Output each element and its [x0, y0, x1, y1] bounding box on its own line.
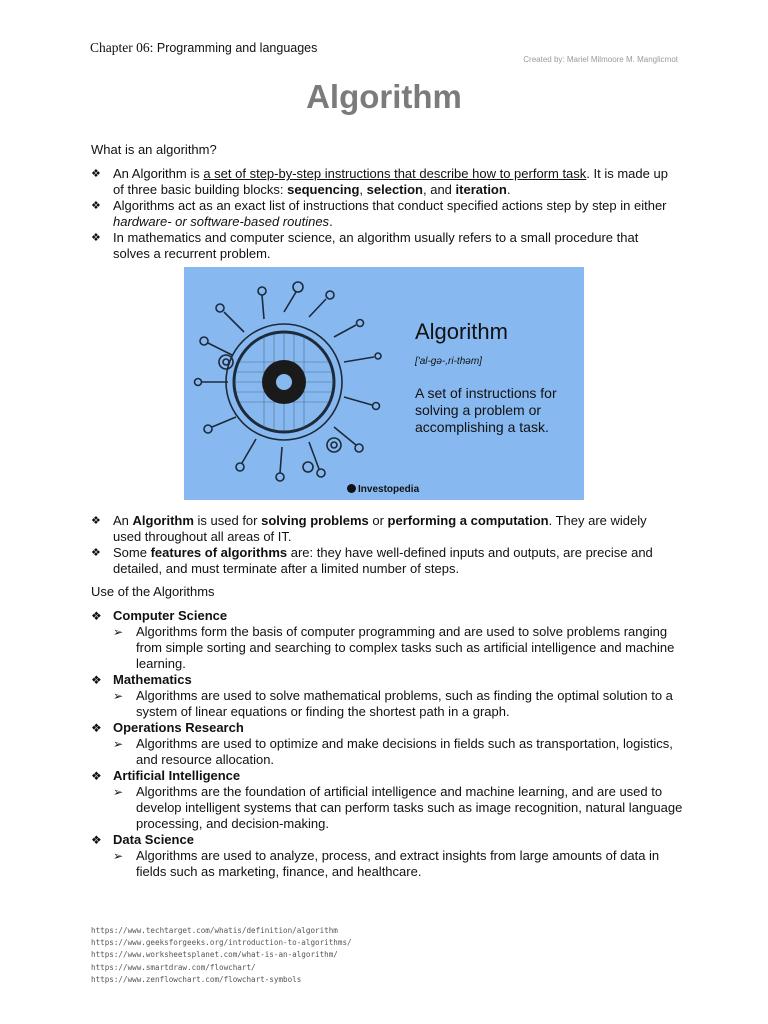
- reference-list: [91, 925, 352, 986]
- algorithm-illustration: [184, 267, 584, 500]
- list-item: ❖ Algorithms act as an exact list of instructions that conduct specified actions step by step in either hardware- or software-based routines.: [91, 198, 667, 229]
- reference-link[interactable]: https://www.zenflowchart.com/flowchart-symbols: [91, 974, 302, 984]
- chapter-header: [90, 40, 317, 56]
- use-description: ➢ Algorithms are the foundation of artificial intelligence and machine learning, and are used to develop intelligent systems that can perform tasks such as image recognition, natural language processing, and decision-making.: [113, 784, 683, 831]
- diamond-bullet-icon: ❖: [91, 833, 102, 847]
- diamond-bullet-icon: ❖: [91, 721, 102, 735]
- arrow-bullet-icon: ➢: [113, 689, 124, 703]
- arrow-bullet-icon: ➢: [113, 849, 124, 863]
- use-category: ❖ Computer Science: [91, 608, 228, 623]
- author-credit: Created by: Mariel Milmoore M. Manglicmot: [523, 55, 678, 64]
- page-title: Algorithm: [306, 78, 462, 115]
- figure-pronunciation: ['al-gə-,ri-thəm]: [415, 356, 482, 367]
- uses-list: [91, 608, 691, 880]
- use-description: ➢ Algorithms are used to optimize and make decisions in fields such as transportation, logistics, and resource allocation.: [113, 736, 673, 767]
- use-description: ➢ Algorithms are used to analyze, process, and extract insights from large amounts of data in fields such as marketing, finance, and healthcare.: [113, 848, 660, 879]
- diamond-bullet-icon: ❖: [91, 200, 101, 212]
- list-item: ❖ Some features of algorithms are: they have well-defined inputs and outputs, are precise and detailed, and must terminate after a limited number of steps.: [91, 545, 653, 576]
- use-category: ❖ Data Science: [91, 832, 194, 847]
- figure-brand: Investopedia: [347, 484, 419, 495]
- arrow-bullet-icon: ➢: [113, 625, 124, 639]
- use-category: ❖ Operations Research: [91, 720, 244, 735]
- more-bullet-list: [91, 513, 671, 577]
- use-description: ➢ Algorithms form the basis of computer programming and are used to solve problems ranging from simple sorting and searching to complex tasks such as artificial intelligence and machine learning.: [113, 624, 675, 671]
- definition-text: a set of step-by-step instructions that describe how to perform task: [203, 166, 587, 181]
- reference-link[interactable]: https://www.smartdraw.com/flowchart/: [91, 962, 256, 972]
- arrow-bullet-icon: ➢: [113, 785, 124, 799]
- intro-bullet-list: [91, 166, 671, 262]
- figure-description: A set of instructions for solving a problem or accomplishing a task.: [415, 385, 557, 435]
- list-item: ❖ An Algorithm is used for solving problems or performing a computation. They are widely used throughout all areas of IT.: [91, 513, 647, 544]
- use-description: ➢ Algorithms are used to solve mathematical problems, such as finding the optimal solution to a system of linear equations or finding the shortest path in a graph.: [113, 688, 673, 719]
- intro-question: What is an algorithm?: [91, 142, 217, 157]
- reference-link[interactable]: https://www.geeksforgeeks.org/introduction-to-algorithms/: [91, 938, 352, 948]
- list-item: ❖ An Algorithm is a set of step-by-step instructions that describe how to perform task. It is made up of three basic building blocks: sequencing, selection, and iteration.: [91, 166, 668, 197]
- diamond-bullet-icon: ❖: [91, 609, 102, 623]
- diamond-bullet-icon: ❖: [91, 769, 102, 783]
- circuit-gear-icon: [184, 267, 584, 500]
- diamond-bullet-icon: ❖: [91, 515, 101, 527]
- use-category: ❖ Mathematics: [91, 672, 192, 687]
- figure-title: Algorithm: [415, 319, 508, 344]
- diamond-bullet-icon: ❖: [91, 168, 101, 180]
- diamond-bullet-icon: ❖: [91, 673, 102, 687]
- reference-link[interactable]: https://www.techtarget.com/whatis/definition/algorithm: [91, 926, 338, 935]
- use-category: ❖ Artificial Intelligence: [91, 768, 241, 783]
- investopedia-logo-icon: [347, 484, 356, 493]
- diamond-bullet-icon: ❖: [91, 232, 101, 244]
- chapter-title: Programming and languages: [156, 41, 318, 55]
- list-item: ❖ In mathematics and computer science, an algorithm usually refers to a small procedure that solves a recurrent problem.: [91, 230, 639, 261]
- chapter-prefix: Chapter 06:: [90, 40, 154, 55]
- arrow-bullet-icon: ➢: [113, 737, 124, 751]
- uses-heading: Use of the Algorithms: [91, 584, 215, 599]
- reference-link[interactable]: https://www.worksheetsplanet.com/what-is-an-algorithm/: [91, 950, 338, 960]
- diamond-bullet-icon: ❖: [91, 547, 101, 559]
